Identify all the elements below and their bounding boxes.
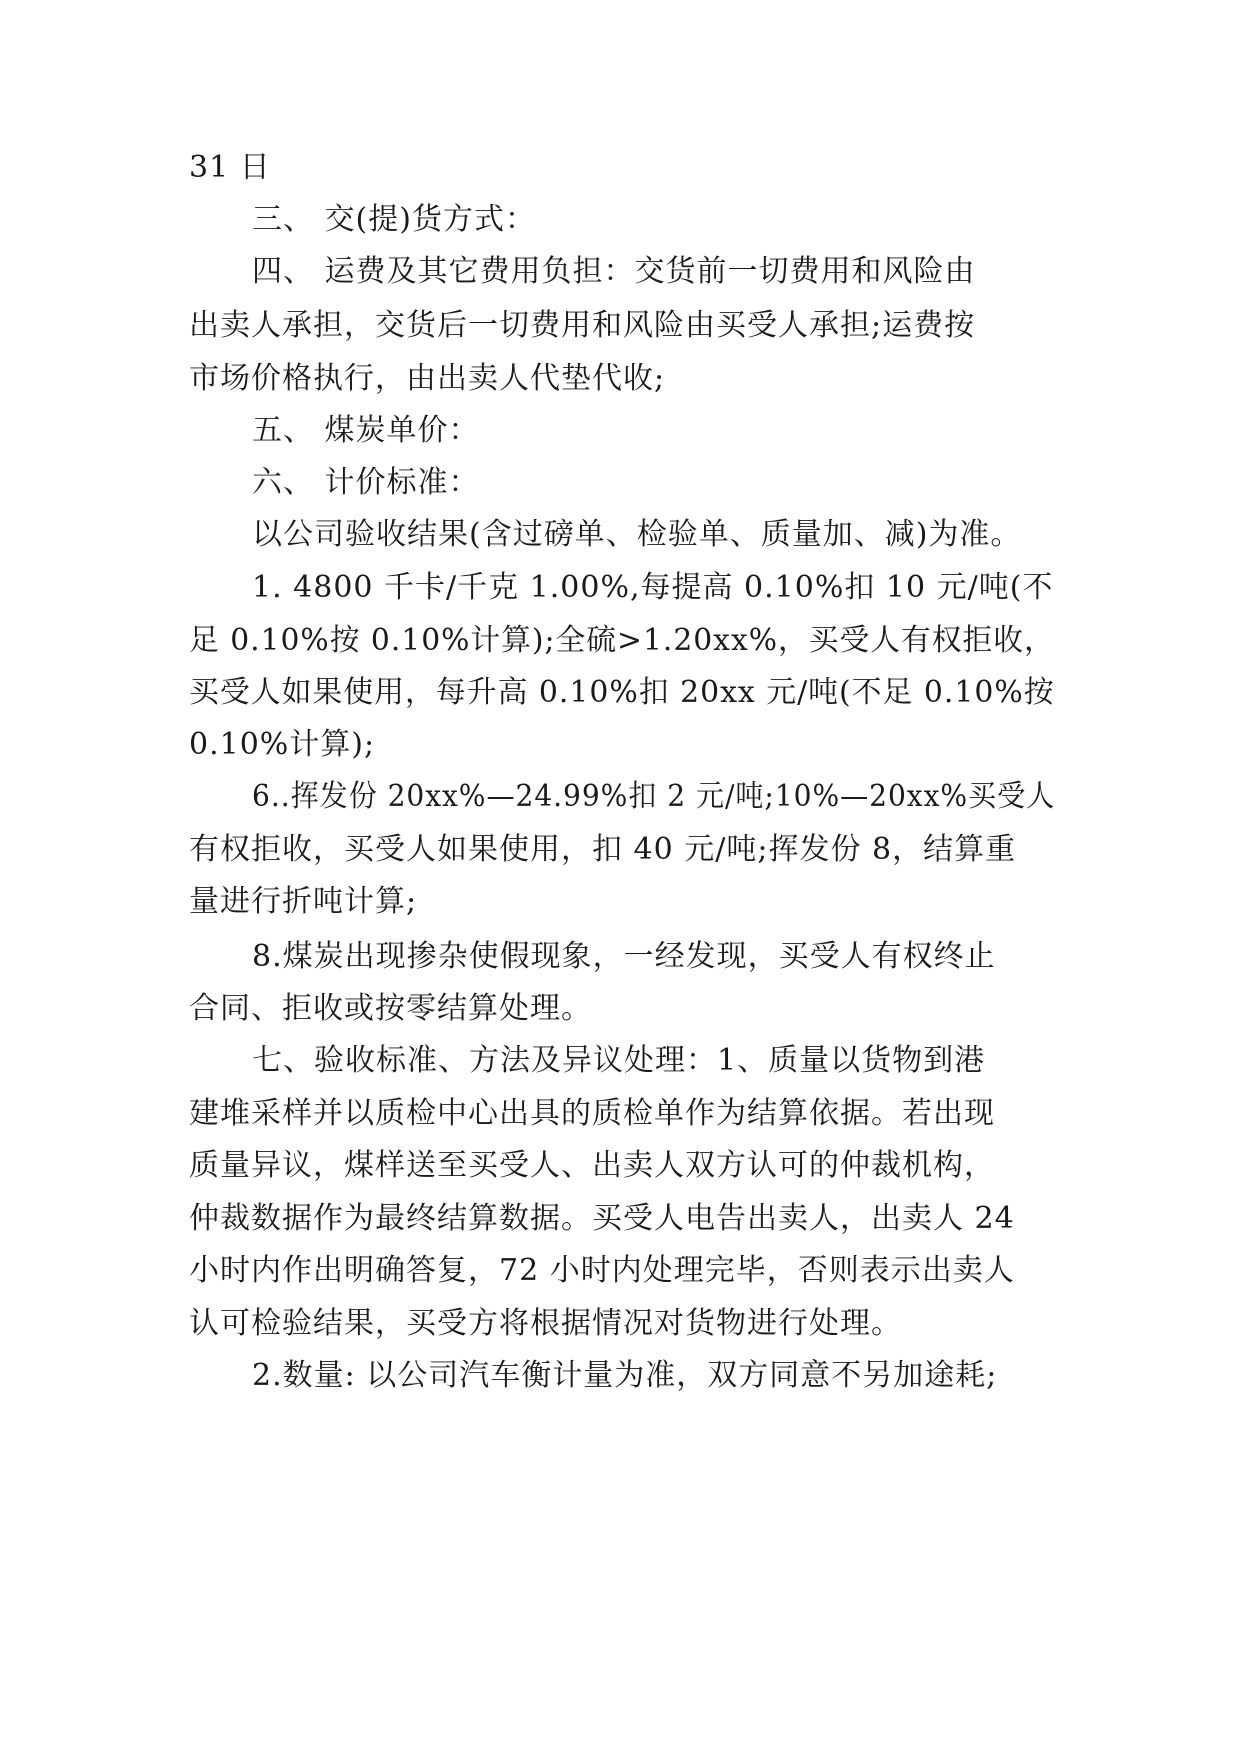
text-line: 建堆采样并以质检中心出具的质检单作为结算依据。若出现 [189, 1096, 995, 1131]
text-line: 小时内作出明确答复，72 小时内处理完毕，否则表示出卖人 [189, 1253, 1015, 1288]
text-line: 以公司验收结果(含过磅单、检验单、质量加、减)为准。 [252, 517, 1022, 552]
text-line: 8.煤炭出现掺杂使假现象，一经发现，买受人有权终止 [252, 939, 996, 974]
text-line: 出卖人承担，交货后一切费用和风险由买受人承担;运费按 [189, 308, 976, 343]
section-heading-unit-price: 五、 煤炭单价： [252, 413, 480, 448]
text-line: 2.数量: 以公司汽车衡计量为准，双方同意不另加途耗; [252, 1358, 998, 1393]
text-line: 6..挥发份 20xx%—24.99%扣 2 元/吨;10%—20xx%买受人 [252, 779, 1056, 814]
text-line: 0.10%计算); [189, 727, 376, 762]
text-line: 市场价格执行，由出卖人代垫代收; [189, 361, 666, 396]
section-heading-pricing-standard: 六、 计价标准： [252, 465, 480, 500]
text-line: 31 日 [189, 150, 271, 185]
text-line: 1. 4800 千卡/千克 1.00%,每提高 0.10%扣 10 元/吨(不 [252, 570, 1054, 605]
text-line: 量进行折吨计算; [189, 884, 418, 919]
section-heading-freight: 四、 运费及其它费用负担：交货前一切费用和风险由 [252, 254, 976, 289]
text-line: 有权拒收，买受人如果使用，扣 40 元/吨;挥发份 8，结算重 [189, 832, 1017, 867]
section-heading-acceptance: 七、验收标准、方法及异议处理：1、质量以货物到港 [252, 1043, 986, 1078]
text-line: 足 0.10%按 0.10%计算);全硫>1.20xx%，买受人有权拒收， [189, 623, 1055, 658]
text-line: 质量异议，煤样送至买受人、出卖人双方认可的仲裁机构， [189, 1148, 995, 1183]
text-line: 仲裁数据作为最终结算数据。买受人电告出卖人，出卖人 24 [189, 1201, 1015, 1236]
text-line: 合同、拒收或按零结算处理。 [189, 991, 592, 1026]
text-line: 买受人如果使用，每升高 0.10%扣 20xx 元/吨(不足 0.10%按 [189, 675, 1055, 710]
text-line: 认可检验结果，买受方将根据情况对货物进行处理。 [189, 1306, 902, 1341]
section-heading-delivery-method: 三、 交(提)货方式： [252, 202, 536, 237]
